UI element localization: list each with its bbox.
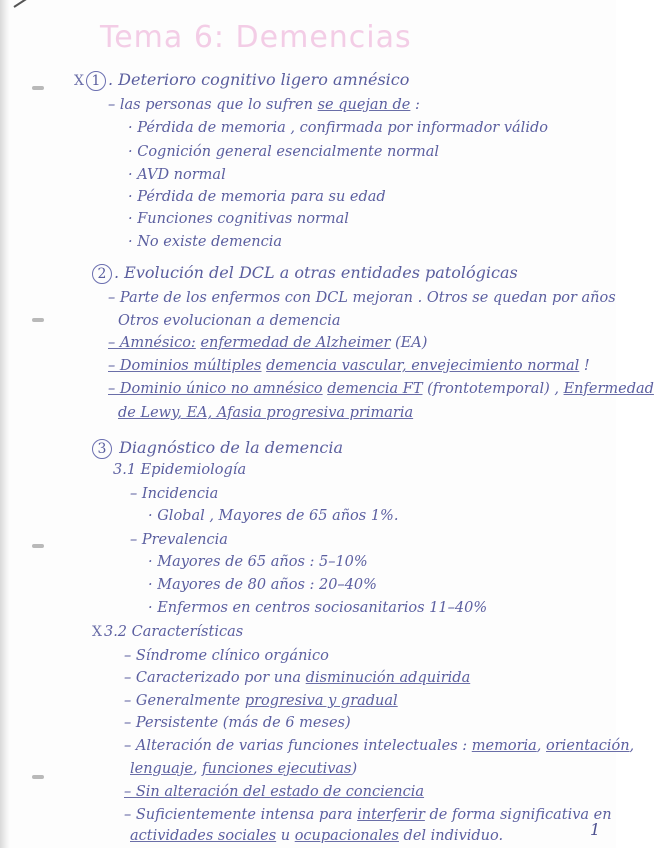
intro-underlined: se quejan de bbox=[317, 97, 411, 113]
item-underlined: disminución adquirida bbox=[305, 670, 471, 686]
multiples-suffix: ! bbox=[579, 358, 590, 374]
corner-fold-mark bbox=[13, 0, 44, 8]
paragraph-line: – Parte de los enfermos con DCL mejoran . Otros se quedan por años bbox=[108, 290, 616, 306]
item-text: – Alteración de varias funciones intelectuales : bbox=[124, 738, 472, 754]
list-item: · AVD normal bbox=[128, 167, 226, 183]
list-item-continuation bbox=[130, 829, 503, 844]
multiples-label: – Dominios múltiples bbox=[108, 358, 262, 374]
section-heading-text: . Deterioro cognitivo ligero amnésico bbox=[107, 70, 410, 89]
item-underlined: progresiva y gradual bbox=[244, 693, 398, 709]
list-item: · Funciones cognitivas normal bbox=[128, 211, 349, 227]
section-2-heading bbox=[92, 264, 518, 284]
item-text: – Suficientemente intensa para bbox=[124, 807, 358, 823]
subsection-heading bbox=[92, 625, 243, 640]
dominio-unico-line-2 bbox=[118, 406, 413, 421]
multiples-value: demencia vascular, envejecimiento normal bbox=[266, 358, 580, 374]
section-1-intro bbox=[108, 98, 420, 113]
list-item: – Síndrome clínico orgánico bbox=[124, 648, 329, 664]
check-mark: X bbox=[74, 73, 84, 89]
list-item bbox=[124, 694, 398, 709]
list-item: – Prevalencia bbox=[130, 532, 228, 548]
item-text: del individuo. bbox=[398, 828, 504, 844]
list-item bbox=[124, 671, 470, 686]
subsection-heading-text: 3.2 Características bbox=[103, 624, 244, 640]
section-heading-text: Diagnóstico de la demencia bbox=[114, 438, 343, 457]
punch-hole bbox=[32, 318, 44, 322]
section-3-heading bbox=[92, 439, 343, 459]
dominios-multiples-line bbox=[108, 359, 590, 374]
amnesico-line bbox=[108, 336, 427, 351]
item-underlined: ocupacionales bbox=[294, 828, 399, 844]
amnesico-label: – Amnésico: bbox=[108, 335, 196, 351]
section-1-heading bbox=[74, 71, 409, 91]
item-underlined: memoria bbox=[471, 738, 537, 754]
section-number: 3 bbox=[92, 439, 112, 459]
list-item: · Mayores de 80 años : 20–40% bbox=[148, 577, 377, 593]
list-item: · No existe demencia bbox=[128, 234, 283, 250]
list-item bbox=[124, 739, 634, 754]
paragraph-line: Otros evolucionan a demencia bbox=[118, 313, 341, 329]
item-text: de forma significativa en bbox=[424, 807, 612, 823]
item-text: – Caracterizado por una bbox=[124, 670, 306, 686]
amnesico-suffix: (EA) bbox=[390, 335, 428, 351]
item-underlined: actividades sociales bbox=[130, 828, 277, 844]
unico-line-2-text: de Lewy, EA, Afasia progresiva primaria bbox=[118, 405, 414, 421]
intro-text: – las personas que lo sufren bbox=[108, 97, 318, 113]
list-item-continuation bbox=[130, 762, 357, 777]
punch-hole bbox=[32, 775, 44, 779]
list-item: · Pérdida de memoria para su edad bbox=[128, 189, 386, 205]
item-end: , bbox=[629, 738, 635, 754]
item-separator: , bbox=[192, 761, 203, 777]
item-text: u bbox=[276, 828, 295, 844]
list-item bbox=[124, 785, 424, 800]
list-item: – Persistente (más de 6 meses) bbox=[124, 715, 351, 731]
item-underlined: orientación bbox=[546, 738, 630, 754]
list-item: · Global , Mayores de 65 años 1%. bbox=[148, 508, 399, 524]
list-item: · Mayores de 65 años : 5–10% bbox=[148, 554, 368, 570]
unico-value-2: Enfermedad bbox=[563, 381, 654, 397]
unico-mid: (frontotemporal) , bbox=[422, 381, 564, 397]
item-underlined: lenguaje bbox=[130, 761, 193, 777]
list-item: · Enfermos en centros sociosanitarios 11–40% bbox=[148, 600, 488, 616]
check-mark: X bbox=[92, 624, 102, 640]
punch-hole bbox=[32, 86, 44, 90]
unico-value: demencia FT bbox=[327, 381, 423, 397]
dominio-unico-line bbox=[108, 382, 654, 397]
item-underlined: – Sin alteración del estado de conciencia bbox=[124, 784, 425, 800]
item-underlined: interferir bbox=[357, 807, 425, 823]
amnesico-value: enfermedad de Alzheimer bbox=[200, 335, 391, 351]
punch-hole bbox=[32, 544, 44, 548]
unico-label: – Dominio único no amnésico bbox=[108, 381, 323, 397]
page-edge-shadow bbox=[0, 0, 10, 848]
section-heading-text: . Evolución del DCL a otras entidades patológicas bbox=[114, 263, 518, 282]
list-item: – Incidencia bbox=[130, 486, 219, 502]
subsection-heading: 3.1 Epidemiología bbox=[113, 462, 247, 478]
list-item: · Pérdida de memoria , confirmada por informador válido bbox=[128, 120, 548, 136]
page-title: Tema 6: Demencias bbox=[100, 20, 412, 55]
list-item bbox=[124, 808, 612, 823]
item-separator: , bbox=[536, 738, 547, 754]
list-item: · Cognición general esencialmente normal bbox=[128, 144, 440, 160]
section-number: 2 bbox=[92, 264, 112, 284]
item-end: ) bbox=[351, 761, 358, 777]
item-text: – Generalmente bbox=[124, 693, 245, 709]
page-number: 1 bbox=[590, 820, 601, 839]
intro-suffix: : bbox=[410, 97, 420, 113]
item-underlined: funciones ejecutivas bbox=[202, 761, 352, 777]
section-number: 1 bbox=[86, 71, 106, 91]
